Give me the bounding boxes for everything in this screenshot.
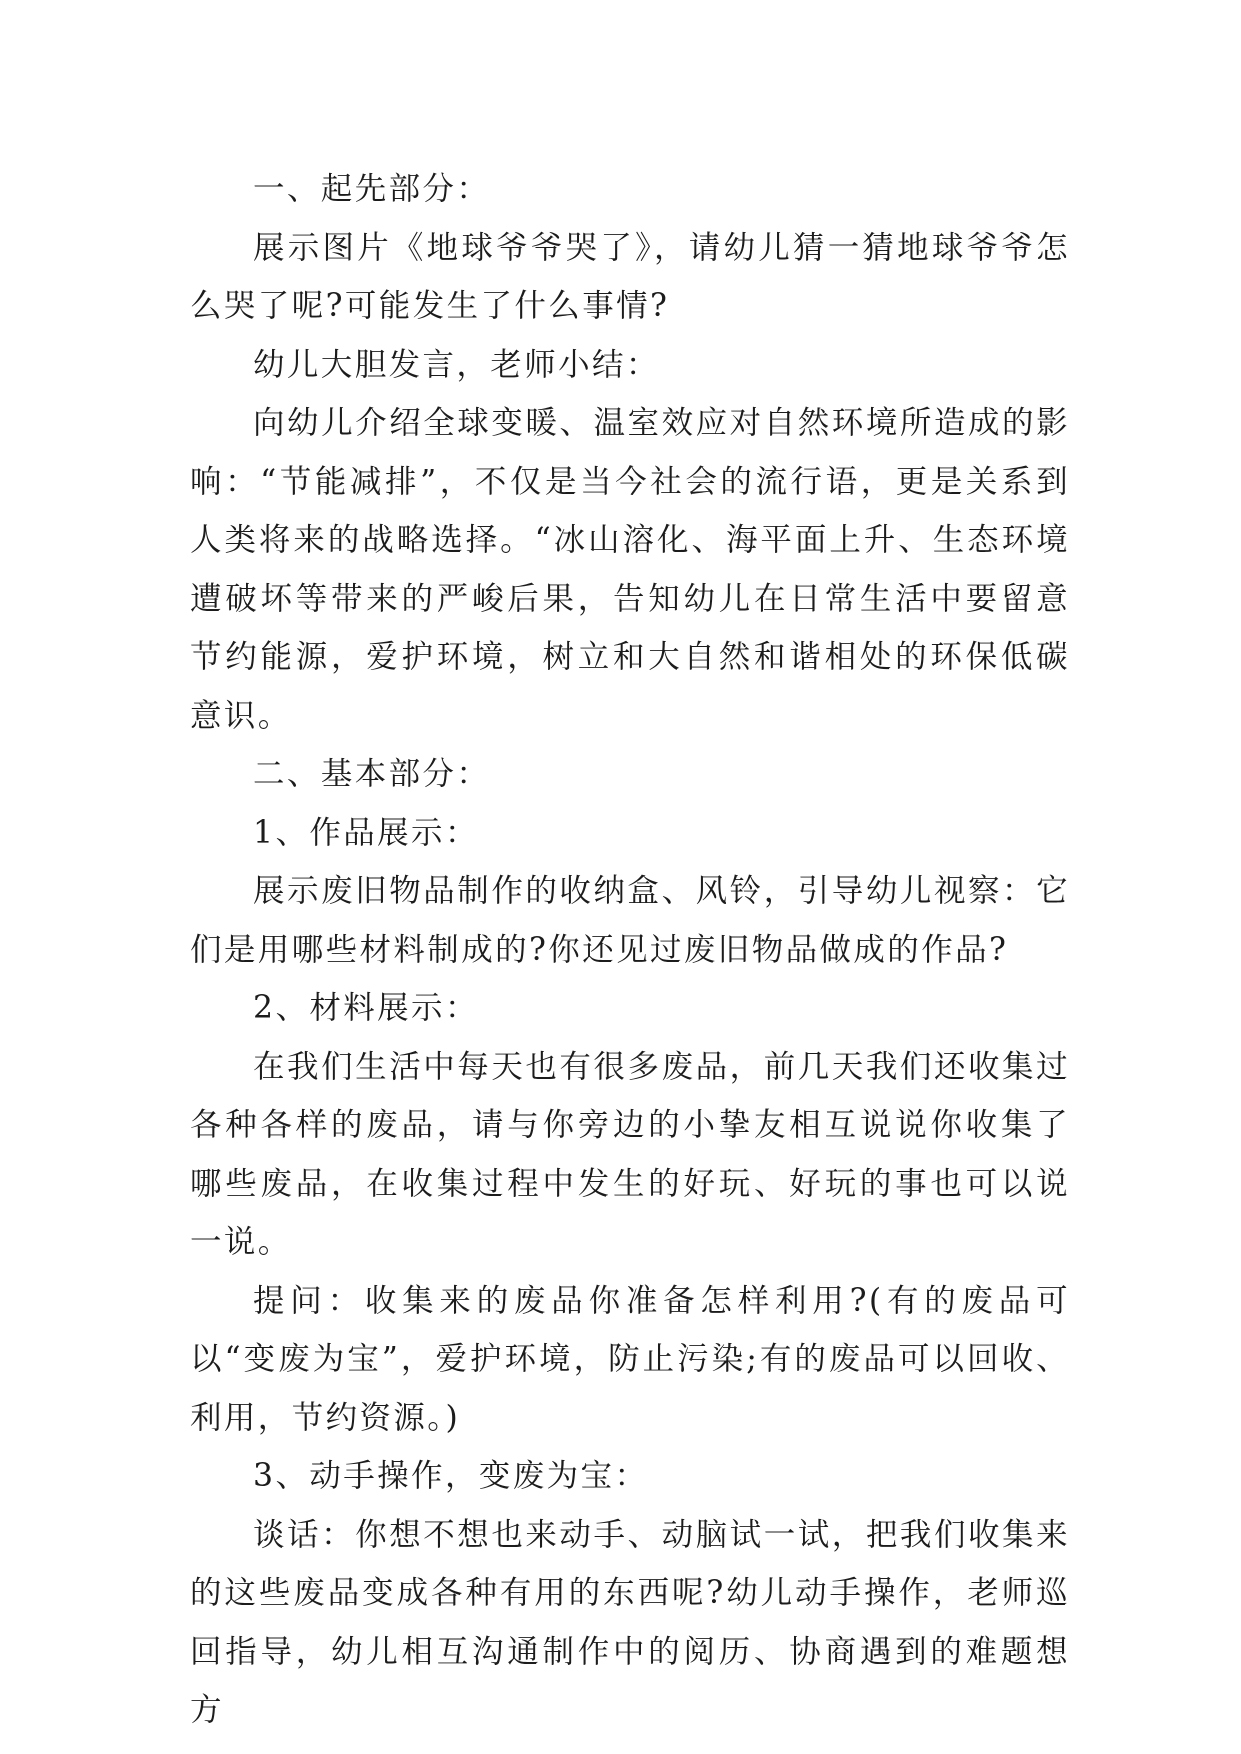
paragraph-children-speak: 幼儿大胆发言，老师小结： (253, 346, 660, 383)
paragraph-show-picture: 展示图片《地球爷爷哭了》，请幼儿猜一猜地球爷爷怎么哭了呢?可能发生了什么事情? (190, 229, 1070, 324)
document-body (190, 160, 1070, 1740)
paragraph-works-display: 展示废旧物品制作的收纳盒、风铃，引导幼儿视察：它们是用哪些材料制成的?你还见过废旧物品做成的作品? (190, 873, 1070, 968)
paragraph-materials-display: 在我们生活中每天也有很多废品，前几天我们还收集过各种各样的废品，请与你旁边的小挚友相互说说你收集了哪些废品，在收集过程中发生的好玩、好玩的事也可以说一说。 (190, 1048, 1070, 1260)
subheading-works-display: 1、作品展示： (253, 814, 479, 851)
subheading-hands-on: 3、动手操作，变废为宝： (253, 1458, 649, 1494)
paragraph-conversation: 谈话：你想不想也来动手、动脑试一试，把我们收集来的这些废品变成各种有用的东西呢?幼儿动手操作，老师巡回指导，幼儿相互沟通制作中的阅历、协商遇到的难题想方 (190, 1516, 1070, 1728)
subheading-materials-display: 2、材料展示： (253, 990, 479, 1026)
section-heading-basic: 二、基本部分： (253, 756, 491, 792)
paragraph-question: 提问：收集来的废品你准备怎样利用?(有的废品可以“变废为宝”，爱护环境，防止污染;有的废品可以回收、利用，节约资源。) (190, 1282, 1070, 1436)
section-heading-intro: 一、起先部分： (253, 171, 491, 207)
paragraph-global-warming: 向幼儿介绍全球变暖、温室效应对自然环境所造成的影响：“节能减排”，不仅是当今社会的流行语，更是关系到人类将来的战略选择。“冰山溶化、海平面上升、生态环境遭破坏等带来的严峻后果，告知幼儿在日常生活中要留意节约能源，爱护环境，树立和大自然和谐相处的环保低碳意识。 (190, 405, 1070, 734)
